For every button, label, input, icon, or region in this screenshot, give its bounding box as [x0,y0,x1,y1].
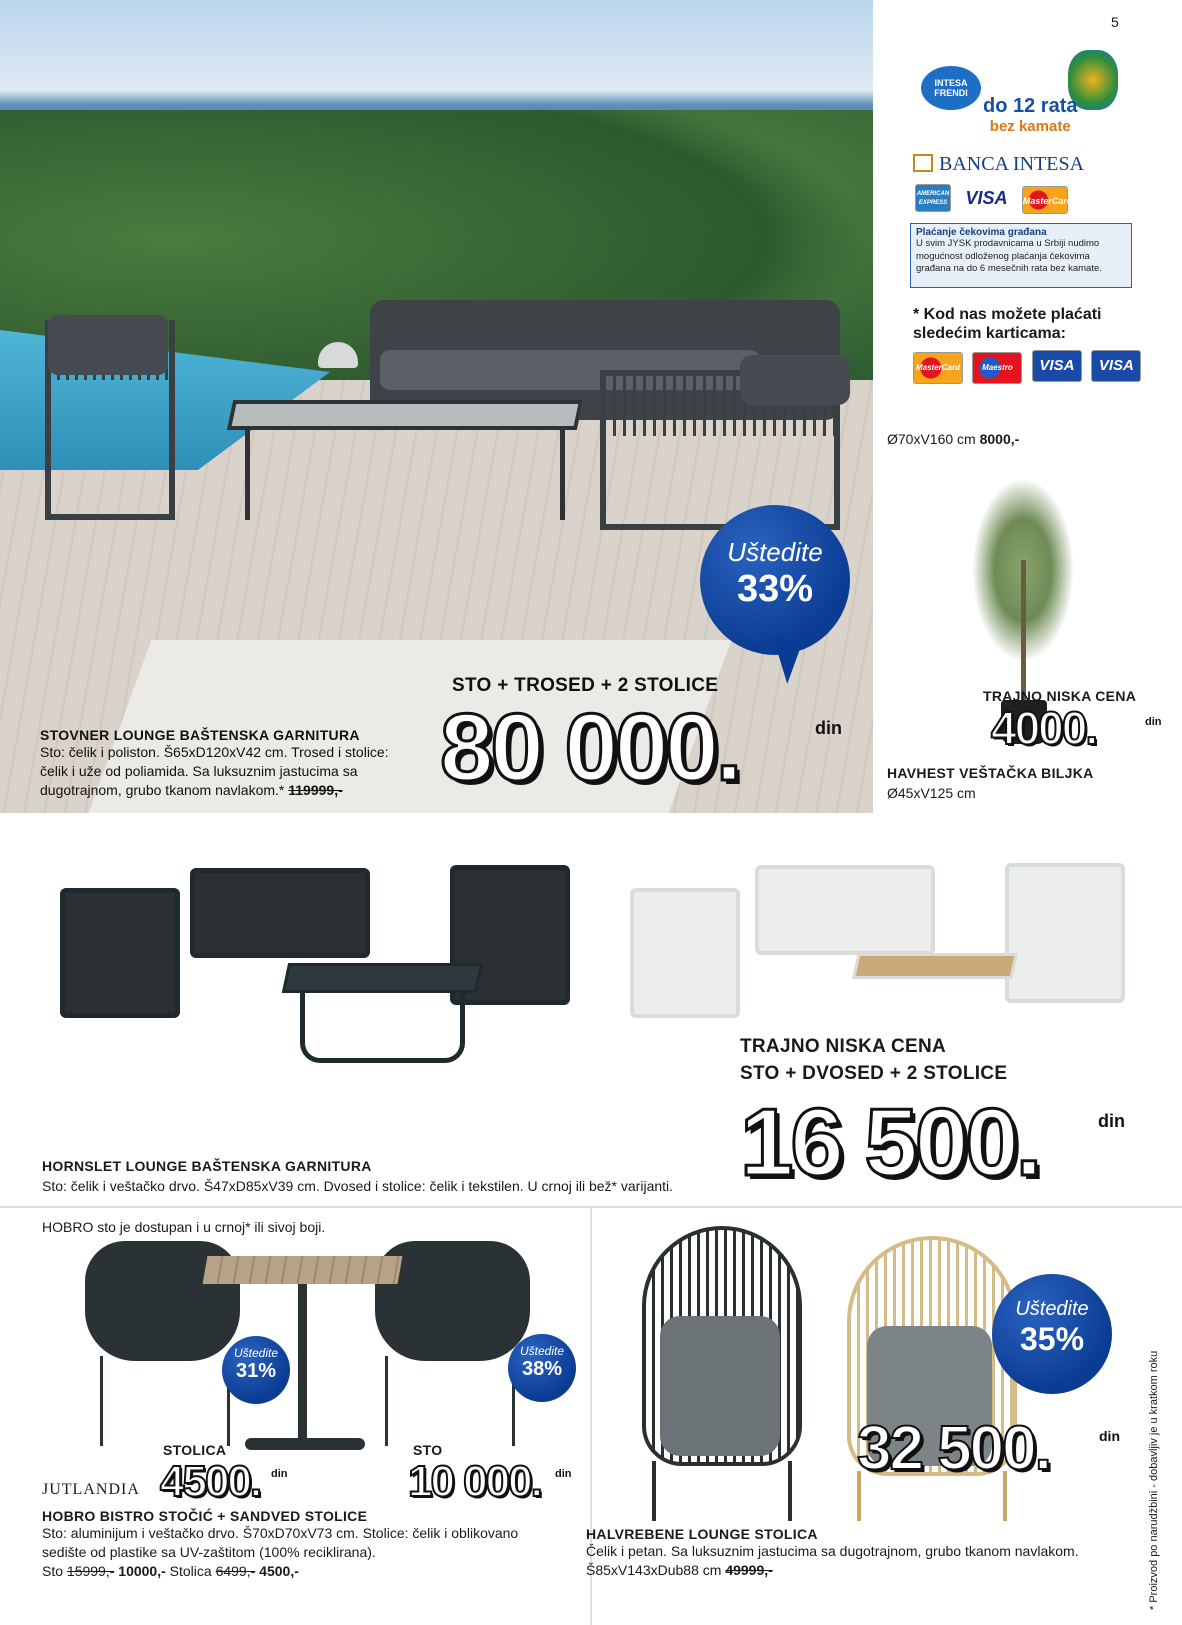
hero-currency: din [815,718,842,738]
plant-label: TRAJNO NISKA CENA [983,688,1137,704]
halvrebene-price: 32 500. [857,1414,1050,1483]
hornslet-title: HORNSLET LOUNGE BAŠTENSKA GARNITURA [42,1158,372,1174]
stovner-chair-right-cushion [740,355,850,405]
maestro-icon: Maestro [972,352,1022,384]
badge-percent: 33% [736,568,814,610]
plant-section [873,420,1182,813]
visa-icon: VISA [1032,350,1082,382]
hobro-currency-1: din [271,1468,288,1480]
hero-title: STOVNER LOUNGE BAŠTENSKA GARNITURA [40,727,360,743]
halvrebene-black-cushion [660,1316,780,1456]
hobro-label-sto: STO [413,1442,443,1458]
cheque-box [910,223,1132,288]
stovner-table-top [227,400,583,430]
bank-name: BANCA INTESA [939,153,1085,175]
cards-bottom [913,350,1146,384]
hero-old-price: 119999,- [288,782,343,798]
halvrebene-section [586,1206,1182,1625]
hornslet-currency: din [1098,1111,1125,1131]
hornslet-white-sofa [755,865,935,955]
hobro-description: Sto: aluminijum i veštačko drvo. Š70xD70xV73 cm. Stolice: čelik i oblikovano sedište od plastike sa UV-zaštitom (100% reciklirana). [42,1525,519,1560]
cards-heading: * Kod nas možete plaćati sledećim karticama: [913,306,1102,342]
hornslet-label-1: TRAJNO NISKA CENA [740,1036,947,1057]
hornslet-label-2: STO + DVOSED + 2 STOLICE [740,1063,1008,1084]
hornslet-black-table-legs [300,993,465,1063]
halvrebene-currency: din [1099,1428,1120,1444]
plant-price: 4000. [991,702,1097,754]
hero-price: 80 000. [440,694,740,801]
halvrebene-size-line [586,1561,1106,1580]
page-number: 5 [1111,14,1119,30]
hornslet-black-chair-left [60,888,180,1018]
hero-info [40,727,410,800]
hobro-sto-new: 10000,- [118,1563,166,1579]
banca-intesa-logo [913,153,1084,176]
cheque-title: Plaćanje čekovima građana [916,227,1047,238]
bundle-label: STO + TROSED + 2 STOLICE [452,675,719,696]
hornslet-white-chair-right [1005,863,1125,1003]
plant-top-size: Ø70xV160 cm [887,431,976,447]
hero-image [0,0,873,813]
hobro-info [42,1508,522,1581]
hobro-section [0,1206,590,1625]
stovner-table-legs [245,430,565,520]
hobro-stolica-label: Stolica [169,1563,212,1579]
footnote: * Proizvod po narudžbini - dobavljiv je u kratkom roku [1148,1350,1160,1610]
plant-currency: din [1145,716,1162,728]
hobro-label-stolica: STOLICA [163,1442,227,1458]
hobro-price-sto: 10 000. [408,1457,541,1506]
badge-percent: 35% [1019,1321,1085,1357]
cards-top [915,183,1073,215]
hobro-table-base [245,1438,365,1450]
hobro-price-stolica: 4500. [160,1457,261,1506]
badge-label: Uštedite [1015,1298,1089,1320]
bank-icon [913,154,933,172]
hornslet-black-sofa [190,868,370,958]
intesa-frendi-logo: INTESA FRENDI [921,66,981,110]
hero-description: Sto: čelik i poliston. Š65xD120xV42 cm. Trosed i stolice: čelik i uže od poliamida. Sa luksuznim jastucima sa dugotrajnom, grubo tkanom navlakom.* [40,744,389,798]
mastercard-card-icon: MasterCard [1022,186,1068,214]
visa-card-icon: VISA [960,183,1012,215]
halvrebene-black-legs [652,1461,792,1521]
hornslet-black-table [282,963,483,993]
installments-text [983,95,1077,135]
badge-label: Uštedite [727,537,823,567]
savings-badge-halvrebene [992,1274,1112,1394]
halvrebene-info [586,1526,1106,1580]
hobro-prices [42,1562,522,1581]
plant-size: Ø45xV125 cm [887,785,976,801]
cheque-text: U svim JYSK prodavnicama u Srbiji nudimo mogućnost odloženog plaćanja čekovima građana na do 6 mesečnih rata bez kamate. [916,238,1102,274]
hornslet-white-chair-left [630,888,740,1018]
hornslet-section [0,813,1182,1205]
halvrebene-description: Čelik i petan. Sa luksuznim jastucima sa dugotrajnom, grubo tkanom navlakom. [586,1543,1079,1559]
sandved-chair-left-legs [100,1356,230,1446]
plant-top-price: 8000,- [979,431,1020,447]
hornslet-description: Sto: čelik i veštačko drvo. Š47xD85xV39 cm. Dvosed i stolice: čelik i tekstilen. U crnoj ili bež* varijanti. [42,1178,674,1194]
hornslet-price: 16 500. [740,1089,1040,1196]
badge1-label: Uštedite [233,1346,279,1360]
hobro-note: HOBRO sto je dostupan i u crnoj* ili sivoj boji. [42,1219,326,1235]
badge2-label: Uštedite [519,1344,565,1358]
hobro-sto-label: Sto [42,1563,64,1579]
visa-electron-icon: VISA [1091,350,1141,382]
halvrebene-size: Š85xV143xDub88 cm [586,1562,722,1578]
plant-top-info [887,430,1019,449]
hero-description-block [40,743,410,800]
badge1-percent: 31% [235,1360,277,1382]
amex-card-icon: AMERICAN EXPRESS [915,184,951,212]
hornslet-white-table [852,953,1018,979]
halvrebene-old-price: 49999,- [725,1562,773,1578]
savings-badge-stolica [222,1336,290,1404]
savings-badge-sto [508,1334,576,1402]
stovner-chair-left-cushion [48,315,168,375]
hobro-sto-old: 15999,- [66,1563,115,1579]
sandved-chair-right-legs [385,1356,515,1446]
jutlandia-logo: JUTLANDIA [42,1481,140,1498]
hobro-currency-2: din [555,1468,572,1480]
installments-line2: bez kamate [989,118,1071,135]
installments-line1: do 12 rata [983,95,1078,117]
halvrebene-title: HALVREBENE LOUNGE STOLICA [586,1526,818,1542]
savings-badge [700,505,850,655]
plant-title: HAVHEST VEŠTAČKA BILJKA [887,765,1094,781]
hobro-table-top [203,1256,403,1284]
hobro-stolica-old: 6499,- [215,1563,256,1579]
hobro-table-pole [298,1284,307,1444]
mastercard-icon: MasterCard [913,352,963,384]
hobro-title: HOBRO BISTRO STOČIĆ + SANDVED STOLICE [42,1508,368,1524]
badge2-percent: 38% [521,1358,563,1380]
hobro-stolica-new: 4500,- [259,1563,299,1579]
